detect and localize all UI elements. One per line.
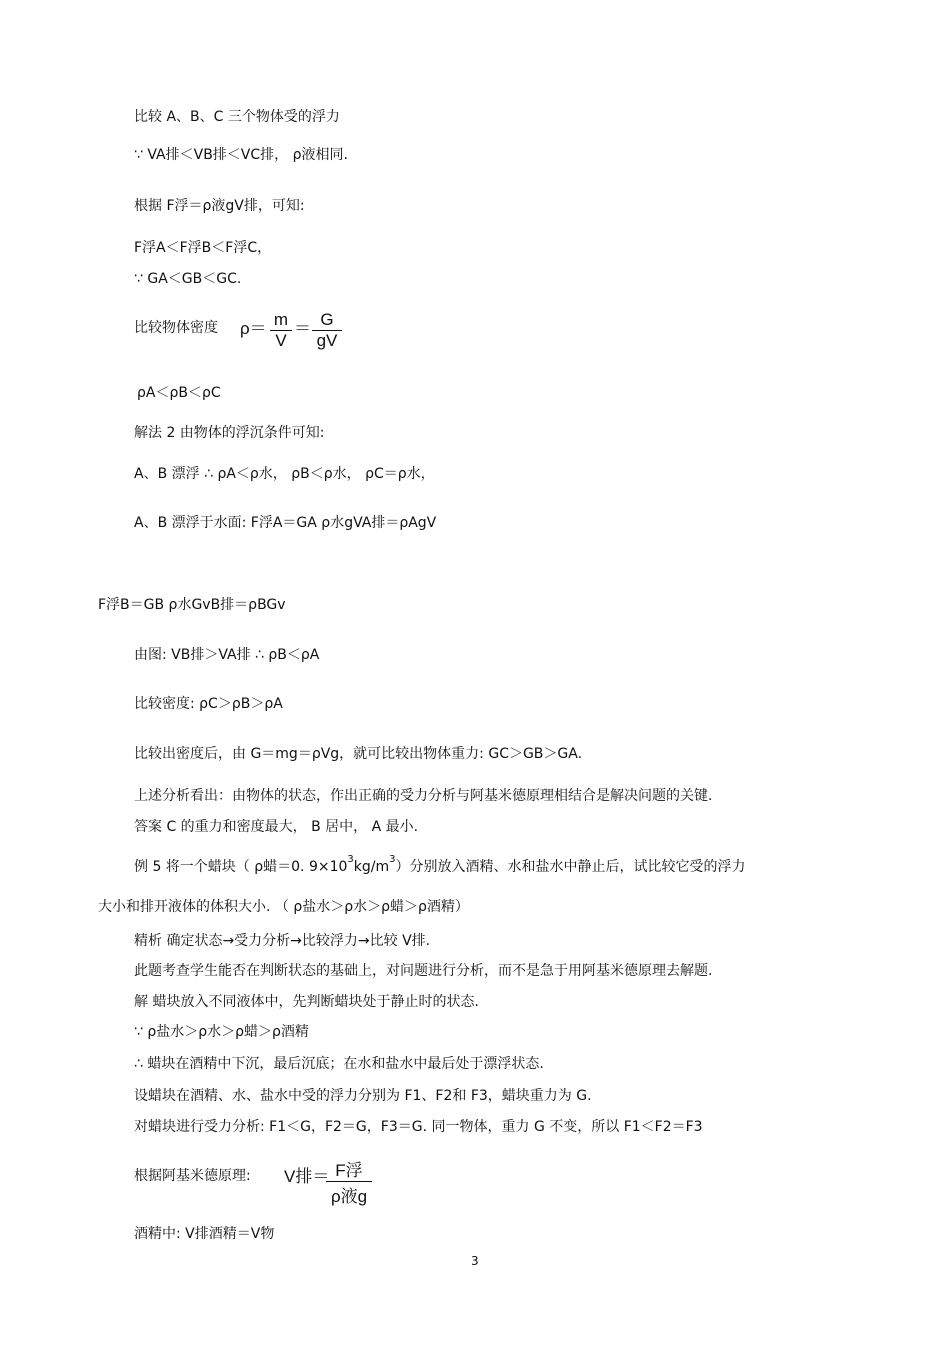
fraction-denominator: ρ液g (330, 1187, 368, 1206)
exponent: 3 (389, 854, 396, 865)
fraction-numerator: m (273, 310, 289, 329)
text-line: F浮B＝GB ρ水GvB排＝ρBGv (98, 597, 286, 613)
text-line: 比较物体密度 (134, 320, 218, 336)
text-line: ρA＜ρB＜ρC (137, 385, 221, 401)
text-line: 此题考查学生能否在判断状态的基础上，对问题进行分析，而不是急于用阿基米德原理去解题. (134, 963, 713, 979)
exponent: 3 (347, 854, 354, 865)
text-line: 比较出密度后，由 G＝mg＝ρVg，就可比较出物体重力: GC＞GB＞GA. (134, 746, 583, 762)
example-5-line (134, 854, 746, 875)
density-eq: ＝ (294, 319, 311, 338)
text-line: A、B 漂浮 ∴ ρA＜ρ水， ρB＜ρ水， ρC＝ρ水， (134, 466, 435, 482)
text-line: 对蜡块进行受力分析: F1＜G，F2＝G，F3＝G. 同一物体，重力 G 不变，所以 F1＜F2＝F3 (134, 1119, 703, 1135)
text-line: 由图: VB排＞VA排 ∴ ρB＜ρA (134, 647, 320, 663)
archimedes-fraction (326, 1156, 372, 1207)
text-line: 根据阿基米德原理: (134, 1168, 251, 1184)
unit: kg/m (353, 859, 390, 875)
text-line: 比较 A、B、C 三个物体受的浮力 (134, 109, 340, 125)
text-line: 设蜡块在酒精、水、盐水中受的浮力分别为 F1、F2和 F3，蜡块重力为 G. (134, 1088, 592, 1104)
fraction-numerator: F浮 (335, 1161, 363, 1180)
density-lhs: ρ＝ (240, 319, 267, 338)
text-line: 解法 2 由物体的浮沉条件可知: (134, 425, 325, 441)
text-line: 酒精中: V排酒精＝V物 (134, 1226, 275, 1242)
example-5-end: ）分别放入酒精、水和盐水中静止后，试比较它受的浮力 (395, 859, 746, 875)
fraction-denominator: gV (316, 331, 338, 350)
text-line: ∵ VA排＜VB排＜VC排， ρ液相同. (134, 147, 348, 163)
text-line: 答案 C 的重力和密度最大， B 居中， A 最小. (134, 819, 419, 835)
text-line: 根据 F浮＝ρ液gV排，可知: (134, 198, 305, 214)
text-line: ∵ ρ盐水＞ρ水＞ρ蜡＞ρ酒精 (134, 1024, 309, 1040)
text-line: 精析 确定状态→受力分析→比较浮力→比较 V排. (134, 933, 431, 949)
text-line: 解 蜡块放入不同液体中，先判断蜡块处于静止时的状态. (134, 994, 479, 1010)
page-number: 3 (471, 1254, 479, 1268)
text-line: 上述分析看出：由物体的状态，作出正确的受力分析与阿基米德原理相结合是解决问题的关键. (134, 788, 713, 804)
text-line: 比较密度: ρC＞ρB＞ρA (134, 696, 283, 712)
text-line: ∴ 蜡块在酒精中下沉，最后沉底；在水和盐水中最后处于漂浮状态. (134, 1056, 544, 1072)
example-5-start: 例 5 将一个蜡块（ ρ蜡＝0. 9×10 (134, 859, 348, 875)
text-line: A、B 漂浮于水面: F浮A＝GA ρ水gVA排＝ρAgV (134, 515, 437, 531)
density-fraction-mv (270, 310, 292, 351)
fraction-numerator: G (320, 310, 334, 329)
text-line: F浮A＜F浮B＜F浮C， (134, 240, 272, 256)
text-line: ∵ GA＜GB＜GC. (134, 271, 242, 287)
archimedes-lhs: V排＝ (284, 1167, 330, 1186)
density-fraction-ggv (312, 310, 342, 351)
text-line: 大小和排开液体的体积大小. （ ρ盐水＞ρ水＞ρ蜡＞ρ酒精） (98, 899, 469, 915)
fraction-denominator: V (275, 331, 287, 350)
